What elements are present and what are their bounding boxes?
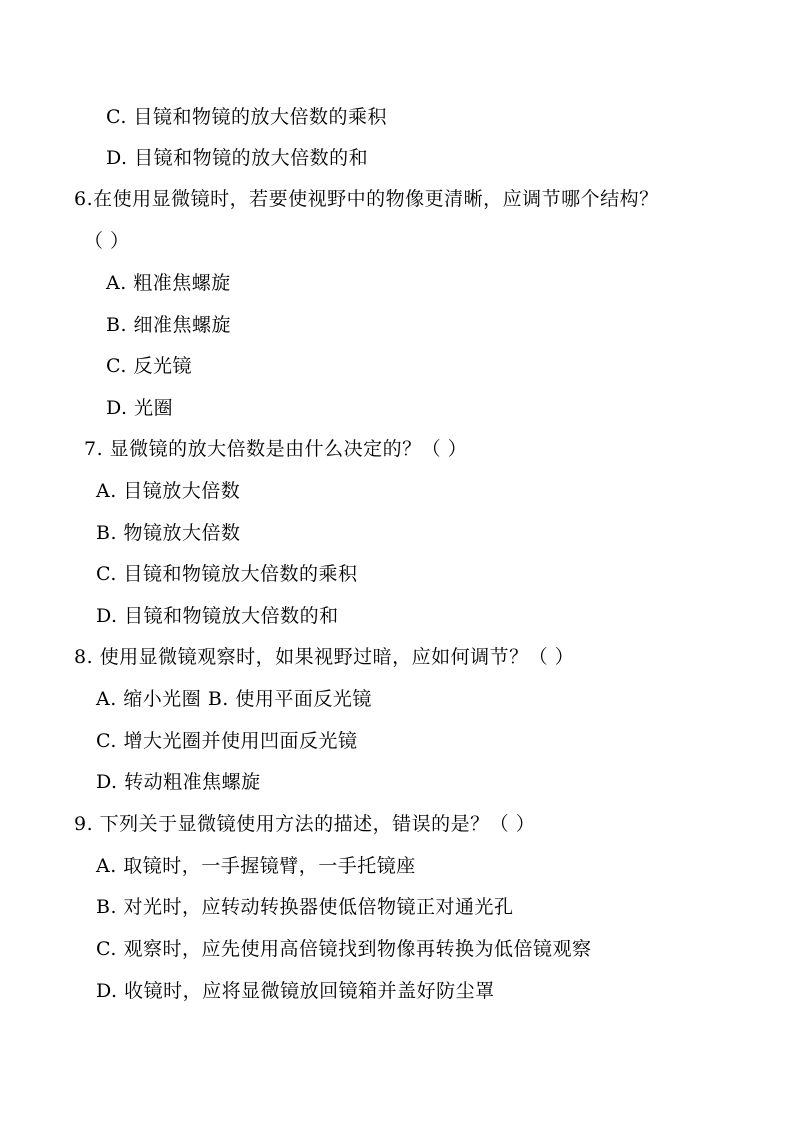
question-7-option-a: A. 目镜放大倍数	[96, 480, 241, 502]
prev-option-c: C. 目镜和物镜的放大倍数的乘积	[106, 106, 387, 128]
question-7-option-d: D. 目镜和物镜放大倍数的和	[96, 605, 339, 627]
question-8-option-c: C. 增大光圈并使用凹面反光镜	[96, 730, 358, 752]
question-6-option-a: A. 粗准焦螺旋	[106, 272, 231, 294]
prev-option-d: D. 目镜和物镜的放大倍数的和	[106, 147, 369, 169]
question-6-option-d: D. 光圈	[106, 397, 174, 419]
question-8-option-a-b: A. 缩小光圈 B. 使用平面反光镜	[96, 688, 372, 710]
question-9-option-d: D. 收镜时，应将显微镜放回镜箱并盖好防尘罩	[96, 980, 495, 1002]
question-9-option-b: B. 对光时，应转动转换器使低倍物镜正对通光孔	[96, 896, 514, 918]
question-6-stem: 6.在使用显微镜时，若要使视野中的物像更清晰，应调节哪个结构？	[74, 188, 659, 210]
question-9-stem: 9. 下列关于显微镜使用方法的描述，错误的是？（ ）	[74, 813, 536, 835]
question-9-option-c: C. 观察时，应先使用高倍镜找到物像再转换为低倍镜观察	[96, 938, 592, 960]
question-6-option-c: C. 反光镜	[106, 355, 192, 377]
question-9-option-a: A. 取镜时，一手握镜臂，一手托镜座	[96, 855, 416, 877]
question-7-option-b: B. 物镜放大倍数	[96, 522, 241, 544]
question-7-stem: 7. 显微镜的放大倍数是由什么决定的？（ ）	[84, 438, 468, 460]
question-6-option-b: B. 细准焦螺旋	[106, 314, 232, 336]
question-7-option-c: C. 目镜和物镜放大倍数的乘积	[96, 563, 358, 585]
question-6-answer-blank: （ ）	[84, 230, 130, 252]
question-8-option-d: D. 转动粗准焦螺旋	[96, 771, 261, 793]
question-8-stem: 8. 使用显微镜观察时，如果视野过暗，应如何调节？（ ）	[74, 646, 575, 668]
